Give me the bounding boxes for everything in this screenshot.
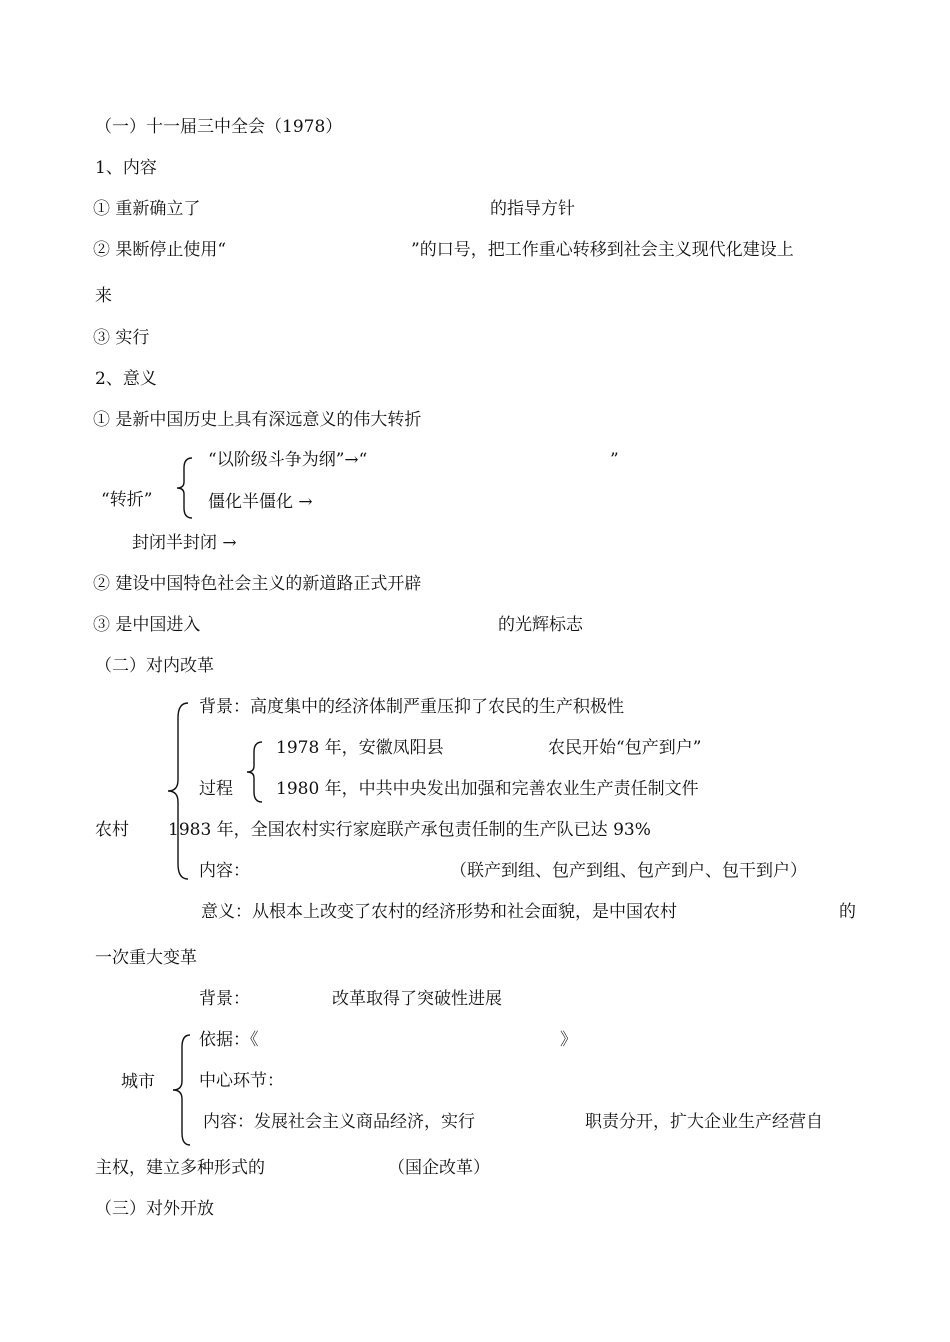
urban-background-suffix: 改革取得了突破性进展 [332,989,502,1009]
rural-background: 背景：高度集中的经济体制严重压抑了农民的生产积极性 [199,697,624,717]
content-item-1-prefix: ① 重新确立了 [93,199,201,219]
urban-content-cont-prefix: 主权，建立多种形式的 [95,1158,265,1178]
urban-content-cont-suffix: （国企改革） [388,1158,490,1178]
meaning-item-2: ② 建设中国特色社会主义的新道路正式开辟 [93,574,422,594]
rural-meaning-prefix: 意义：从根本上改变了农村的经济形势和社会面貌，是中国农村 [201,902,677,922]
meaning-item-1: ① 是新中国历史上具有深远意义的伟大转折 [93,410,422,430]
urban-basis-prefix: 依据：《 [199,1030,259,1050]
meaning-item-3-prefix: ③ 是中国进入 [93,615,201,635]
section2-heading: （二）对内改革 [95,656,214,676]
rural-content-suffix: （联产到组、包产到组、包产到户、包干到户） [450,861,807,881]
meaning-heading: 2、意义 [95,369,157,389]
urban-background-prefix: 背景： [199,989,250,1009]
content-item-1-suffix: 的指导方针 [490,199,575,219]
rural-process-brace [244,740,266,804]
turn-a-prefix: “以阶级斗争为纲”→“ [208,450,368,470]
rural-brace [162,700,192,882]
urban-brace [168,1032,194,1150]
rural-label: 农村 [95,820,129,840]
turn-b: 僵化半僵化 → [208,492,313,512]
urban-label: 城市 [121,1072,155,1092]
rural-process-2: 1980 年，中共中央发出加强和完善农业生产责任制文件 [276,779,699,799]
rural-meaning-continuation: 一次重大变革 [95,948,197,968]
content-heading: 1、内容 [95,158,157,178]
rural-content-prefix: 内容： [199,861,250,881]
content-item-2-suffix: ”的口号，把工作重心转移到社会主义现代化建设上 [411,240,794,260]
urban-basis-suffix: 》 [560,1030,577,1050]
turn-label: “转折” [101,490,153,510]
section3-heading: （三）对外开放 [95,1199,214,1219]
rural-meaning-suffix: 的 [839,902,856,922]
turn-c: 封闭半封闭 → [132,533,237,553]
turn-brace [174,456,196,520]
urban-content-suffix: 职责分开，扩大企业生产经营自 [585,1112,823,1132]
content-item-2-continuation: 来 [95,286,112,306]
rural-process-label: 过程 [199,779,233,799]
rural-process-1-suffix: 农民开始“包产到户” [548,738,702,758]
rural-process-3: 1983 年，全国农村实行家庭联产承包责任制的生产队已达 93% [168,820,651,840]
content-item-3: ③ 实行 [93,328,150,348]
urban-center: 中心环节： [199,1071,284,1091]
urban-content-prefix: 内容：发展社会主义商品经济，实行 [203,1112,475,1132]
section1-heading: （一）十一届三中全会（1978） [95,117,343,137]
meaning-item-3-suffix: 的光辉标志 [498,615,583,635]
turn-a-suffix: ” [610,450,619,470]
content-item-2-prefix: ② 果断停止使用“ [93,240,227,260]
rural-process-1-prefix: 1978 年，安徽凤阳县 [276,738,444,758]
